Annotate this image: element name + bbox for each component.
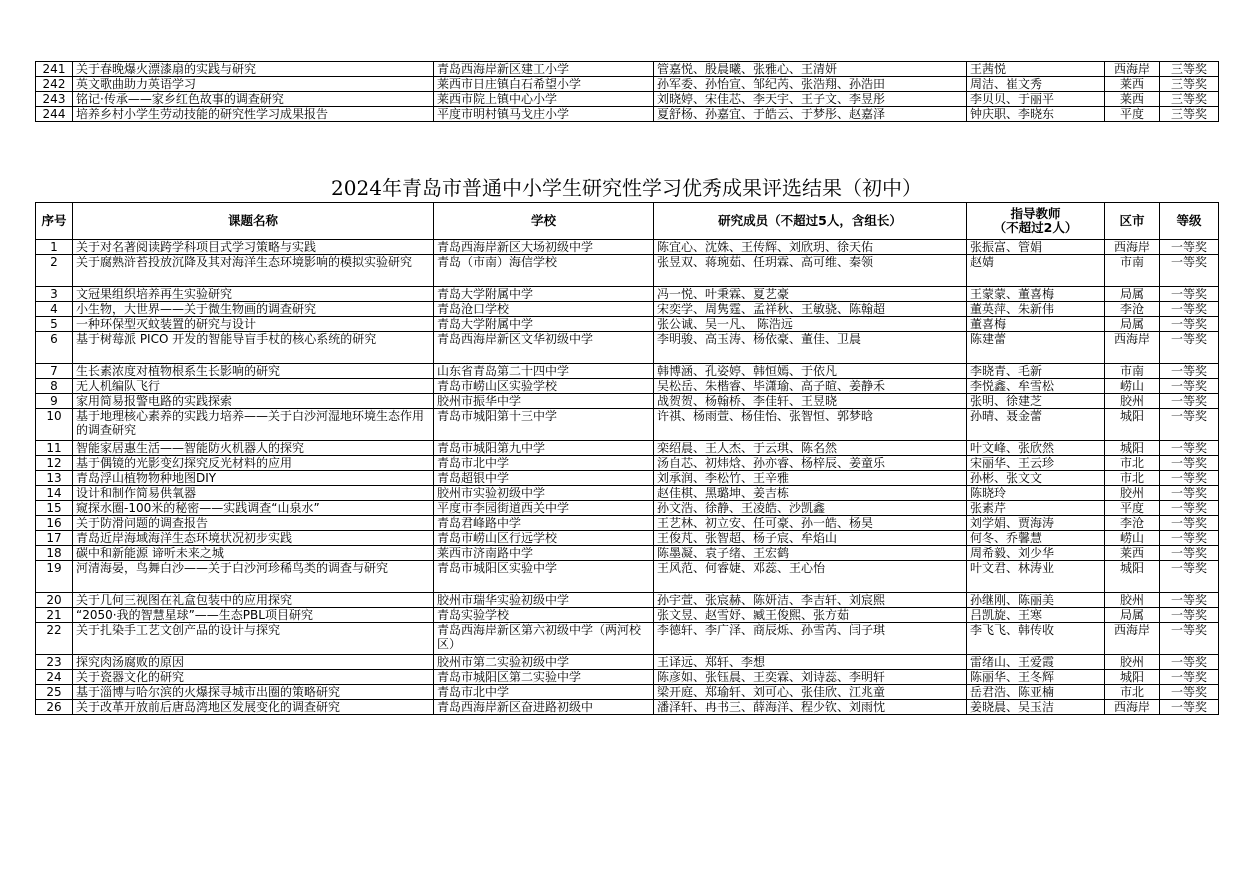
cell-topic: 青岛浮山植物物种地图DIY bbox=[73, 471, 434, 486]
cell-topic: 探究肉汤腐败的原因 bbox=[73, 655, 434, 670]
cell-district: 李沧 bbox=[1105, 302, 1160, 317]
cell-topic: “2050·我的智慧星球”——生态PBL项目研究 bbox=[73, 608, 434, 623]
cell-level: 一等奖 bbox=[1160, 441, 1219, 456]
header-members: 研究成员（不超过5人，含组长） bbox=[654, 203, 967, 240]
cell-members: 张文昱、赵雪妤、臧王俊熙、张方茹 bbox=[654, 608, 967, 623]
cell-members: 汤自芯、初炜焓、孙亦睿、杨梓辰、姜童乐 bbox=[654, 456, 967, 471]
cell-teacher: 雷绪山、王爱霞 bbox=[967, 655, 1105, 670]
table-row bbox=[36, 92, 1219, 107]
cell-no: 243 bbox=[36, 92, 73, 107]
cell-level: 一等奖 bbox=[1160, 685, 1219, 700]
cell-members: 李明骏、高玉涛、杨依豪、董佳、卫晨 bbox=[654, 332, 967, 364]
cell-teacher: 陈丽华、王冬辉 bbox=[967, 670, 1105, 685]
cell-district: 城阳 bbox=[1105, 670, 1160, 685]
cell-no: 1 bbox=[36, 240, 73, 255]
cell-members: 吴松岳、朱楷睿、毕潇瑜、高子暄、姜静禾 bbox=[654, 379, 967, 394]
cell-no: 9 bbox=[36, 394, 73, 409]
cell-members: 冯一悦、叶秉霖、夏艺豪 bbox=[654, 287, 967, 302]
cell-topic: 青岛近岸海域海洋生态环境状况初步实践 bbox=[73, 531, 434, 546]
cell-district: 局属 bbox=[1105, 317, 1160, 332]
cell-members: 陈彦如、张钰晨、王奕霖、刘诗蕊、李明轩 bbox=[654, 670, 967, 685]
table-row bbox=[36, 441, 1219, 456]
table-row bbox=[36, 379, 1219, 394]
cell-topic: 文冠果组织培养再生实验研究 bbox=[73, 287, 434, 302]
cell-topic: 河清海晏，鸟舞白沙——关于白沙河珍稀鸟类的调查与研究 bbox=[73, 561, 434, 593]
cell-topic: 设计和制作简易供氧器 bbox=[73, 486, 434, 501]
header-topic: 课题名称 bbox=[73, 203, 434, 240]
header-district: 区市 bbox=[1105, 203, 1160, 240]
cell-teacher: 刘学娟、贾海涛 bbox=[967, 516, 1105, 531]
cell-level: 一等奖 bbox=[1160, 593, 1219, 608]
cell-district: 西海岸 bbox=[1105, 623, 1160, 655]
table-row bbox=[36, 501, 1219, 516]
cell-district: 市北 bbox=[1105, 471, 1160, 486]
cell-school: 胶州市第二实验初级中学 bbox=[434, 655, 654, 670]
cell-level: 一等奖 bbox=[1160, 287, 1219, 302]
cell-level: 一等奖 bbox=[1160, 501, 1219, 516]
cell-teacher: 赵婧 bbox=[967, 255, 1105, 287]
cell-level: 一等奖 bbox=[1160, 379, 1219, 394]
table-row bbox=[36, 546, 1219, 561]
table-row bbox=[36, 531, 1219, 546]
cell-teacher: 王蒙蒙、董喜梅 bbox=[967, 287, 1105, 302]
cell-district: 莱西 bbox=[1105, 546, 1160, 561]
cell-teacher: 陈建蕾 bbox=[967, 332, 1105, 364]
cell-topic: 基于树莓派 PICO 开发的智能导盲手杖的核心系统的研究 bbox=[73, 332, 434, 364]
cell-level: 一等奖 bbox=[1160, 456, 1219, 471]
table-row bbox=[36, 456, 1219, 471]
cell-district: 胶州 bbox=[1105, 593, 1160, 608]
table-row bbox=[36, 471, 1219, 486]
cell-teacher: 陈晓玲 bbox=[967, 486, 1105, 501]
header-teacher bbox=[967, 203, 1105, 240]
table-row bbox=[36, 700, 1219, 715]
cell-teacher: 孙晴、聂金蕾 bbox=[967, 409, 1105, 441]
header-school: 学校 bbox=[434, 203, 654, 240]
cell-district: 局属 bbox=[1105, 608, 1160, 623]
cell-school: 胶州市瑞华实验初级中学 bbox=[434, 593, 654, 608]
cell-no: 14 bbox=[36, 486, 73, 501]
cell-school: 青岛西海岸新区第六初级中学（两河校区） bbox=[434, 623, 654, 655]
cell-teacher: 李悦鑫、牟雪松 bbox=[967, 379, 1105, 394]
table-row bbox=[36, 655, 1219, 670]
cell-members: 夏舒杨、孙嘉宜、于皓云、于梦彤、赵嘉泽 bbox=[654, 107, 967, 122]
table-row bbox=[36, 516, 1219, 531]
cell-topic: 无人机编队飞行 bbox=[73, 379, 434, 394]
cell-no: 4 bbox=[36, 302, 73, 317]
cell-level: 三等奖 bbox=[1160, 92, 1219, 107]
cell-members: 潘泽轩、冉书三、薛海洋、程少钦、刘雨忱 bbox=[654, 700, 967, 715]
cell-school: 青岛市城阳区实验中学 bbox=[434, 561, 654, 593]
cell-topic: 关于改革开放前后唐岛湾地区发展变化的调查研究 bbox=[73, 700, 434, 715]
cell-district: 西海岸 bbox=[1105, 700, 1160, 715]
cell-members: 陈宜心、沈姝、王传辉、刘欣玥、徐天佑 bbox=[654, 240, 967, 255]
cell-level: 一等奖 bbox=[1160, 546, 1219, 561]
cell-level: 一等奖 bbox=[1160, 531, 1219, 546]
cell-teacher: 周希毅、刘少华 bbox=[967, 546, 1105, 561]
cell-school: 青岛大学附属中学 bbox=[434, 287, 654, 302]
cell-level: 一等奖 bbox=[1160, 700, 1219, 715]
cell-school: 青岛市崂山区实验学校 bbox=[434, 379, 654, 394]
cell-members: 王俊芃、张智超、杨子宸、牟焰山 bbox=[654, 531, 967, 546]
cell-teacher: 孙继刚、陈丽美 bbox=[967, 593, 1105, 608]
cell-topic: 窥探水圈-100米的秘密——实践调查“山泉水” bbox=[73, 501, 434, 516]
cell-teacher: 孙彬、张文文 bbox=[967, 471, 1105, 486]
cell-district: 城阳 bbox=[1105, 409, 1160, 441]
cell-topic: 铭记·传承——家乡红色故事的调查研究 bbox=[73, 92, 434, 107]
cell-school: 青岛市北中学 bbox=[434, 456, 654, 471]
cell-members: 战贺贺、杨翰桥、李佳轩、王昱晓 bbox=[654, 394, 967, 409]
cell-topic: 关于防滑问题的调查报告 bbox=[73, 516, 434, 531]
cell-district: 市南 bbox=[1105, 364, 1160, 379]
cell-school: 青岛市北中学 bbox=[434, 685, 654, 700]
cell-teacher: 周洁、崔文秀 bbox=[967, 77, 1105, 92]
table-row bbox=[36, 364, 1219, 379]
cell-no: 20 bbox=[36, 593, 73, 608]
cell-level: 一等奖 bbox=[1160, 561, 1219, 593]
cell-level: 一等奖 bbox=[1160, 471, 1219, 486]
cell-district: 胶州 bbox=[1105, 394, 1160, 409]
cell-level: 一等奖 bbox=[1160, 302, 1219, 317]
cell-district: 西海岸 bbox=[1105, 62, 1160, 77]
cell-members: 栾绍晨、王人杰、于云琪、陈名然 bbox=[654, 441, 967, 456]
previous-results-table bbox=[35, 61, 1219, 122]
cell-district: 李沧 bbox=[1105, 516, 1160, 531]
cell-teacher: 张素芹 bbox=[967, 501, 1105, 516]
cell-school: 平度市李园街道西关中学 bbox=[434, 501, 654, 516]
cell-school: 莱西市日庄镇白石希望小学 bbox=[434, 77, 654, 92]
cell-teacher: 董喜梅 bbox=[967, 317, 1105, 332]
cell-school: 青岛市城阳第十三中学 bbox=[434, 409, 654, 441]
cell-level: 一等奖 bbox=[1160, 655, 1219, 670]
cell-teacher: 吕凯旋、王寒 bbox=[967, 608, 1105, 623]
header-level: 等级 bbox=[1160, 203, 1219, 240]
results-body bbox=[36, 240, 1219, 715]
cell-district: 市北 bbox=[1105, 685, 1160, 700]
cell-school: 青岛西海岸新区建工小学 bbox=[434, 62, 654, 77]
table-row bbox=[36, 240, 1219, 255]
cell-no: 22 bbox=[36, 623, 73, 655]
results-table bbox=[35, 202, 1219, 715]
table-row bbox=[36, 685, 1219, 700]
previous-results-body bbox=[36, 62, 1219, 122]
cell-members: 张公诚、吴一凡、 陈浩远 bbox=[654, 317, 967, 332]
cell-no: 6 bbox=[36, 332, 73, 364]
cell-teacher: 李飞飞、韩传收 bbox=[967, 623, 1105, 655]
cell-level: 一等奖 bbox=[1160, 240, 1219, 255]
header-row bbox=[36, 203, 1219, 240]
cell-no: 13 bbox=[36, 471, 73, 486]
cell-no: 18 bbox=[36, 546, 73, 561]
cell-school: 青岛大学附属中学 bbox=[434, 317, 654, 332]
cell-school: 胶州市振华中学 bbox=[434, 394, 654, 409]
table-row bbox=[36, 107, 1219, 122]
cell-district: 城阳 bbox=[1105, 441, 1160, 456]
table-row bbox=[36, 623, 1219, 655]
cell-level: 一等奖 bbox=[1160, 486, 1219, 501]
cell-topic: 关于几何三视图在礼盒包装中的应用探究 bbox=[73, 593, 434, 608]
table-row bbox=[36, 608, 1219, 623]
cell-members: 王艺林、初立安、任可豪、孙一皓、杨昊 bbox=[654, 516, 967, 531]
cell-members: 李德轩、李广泽、商辰烁、孙雪芮、闫子琪 bbox=[654, 623, 967, 655]
cell-no: 241 bbox=[36, 62, 73, 77]
table-row bbox=[36, 255, 1219, 287]
cell-topic: 基于淄博与哈尔滨的火爆探寻城市出圈的策略研究 bbox=[73, 685, 434, 700]
table-row bbox=[36, 287, 1219, 302]
cell-topic: 一种环保型灭蚊装置的研究与设计 bbox=[73, 317, 434, 332]
cell-no: 3 bbox=[36, 287, 73, 302]
cell-teacher: 叶文君、林涛业 bbox=[967, 561, 1105, 593]
cell-members: 陈墨凝、袁子绪、王宏鹤 bbox=[654, 546, 967, 561]
cell-district: 莱西 bbox=[1105, 92, 1160, 107]
cell-topic: 基于偶镜的光影变幻探究反光材料的应用 bbox=[73, 456, 434, 471]
cell-level: 一等奖 bbox=[1160, 317, 1219, 332]
cell-topic: 家用简易报警电路的实践探索 bbox=[73, 394, 434, 409]
cell-no: 5 bbox=[36, 317, 73, 332]
cell-school: 青岛君峰路中学 bbox=[434, 516, 654, 531]
cell-level: 一等奖 bbox=[1160, 516, 1219, 531]
table-row bbox=[36, 486, 1219, 501]
cell-no: 244 bbox=[36, 107, 73, 122]
cell-members: 梁开庭、郑瑜轩、刘可心、张佳欣、江兆童 bbox=[654, 685, 967, 700]
cell-members: 孙军委、孙怡宣、邹纪芮、张浩翔、孙浩田 bbox=[654, 77, 967, 92]
cell-no: 10 bbox=[36, 409, 73, 441]
cell-no: 2 bbox=[36, 255, 73, 287]
cell-teacher: 张振富、管娟 bbox=[967, 240, 1105, 255]
cell-school: 青岛市崂山区行远学校 bbox=[434, 531, 654, 546]
cell-no: 16 bbox=[36, 516, 73, 531]
cell-school: 青岛市城阳区第二实验中学 bbox=[434, 670, 654, 685]
cell-school: 青岛实验学校 bbox=[434, 608, 654, 623]
cell-teacher: 钟庆职、李晓东 bbox=[967, 107, 1105, 122]
cell-district: 莱西 bbox=[1105, 77, 1160, 92]
cell-district: 平度 bbox=[1105, 107, 1160, 122]
cell-teacher: 姜晓晨、吴玉洁 bbox=[967, 700, 1105, 715]
cell-no: 21 bbox=[36, 608, 73, 623]
cell-teacher: 董英萍、朱新伟 bbox=[967, 302, 1105, 317]
header-teacher-line1: 指导教师 bbox=[1010, 206, 1061, 221]
table-row bbox=[36, 593, 1219, 608]
table-row bbox=[36, 409, 1219, 441]
cell-no: 26 bbox=[36, 700, 73, 715]
cell-school: 青岛西海岸新区奋进路初级中 bbox=[434, 700, 654, 715]
cell-no: 17 bbox=[36, 531, 73, 546]
cell-no: 242 bbox=[36, 77, 73, 92]
cell-level: 三等奖 bbox=[1160, 107, 1219, 122]
cell-members: 许祺、杨雨萱、杨佳怡、张智恒、郭梦晗 bbox=[654, 409, 967, 441]
cell-school: 青岛超银中学 bbox=[434, 471, 654, 486]
cell-district: 市南 bbox=[1105, 255, 1160, 287]
cell-no: 23 bbox=[36, 655, 73, 670]
cell-no: 19 bbox=[36, 561, 73, 593]
cell-district: 胶州 bbox=[1105, 655, 1160, 670]
table-row bbox=[36, 317, 1219, 332]
table-row bbox=[36, 394, 1219, 409]
table-row bbox=[36, 302, 1219, 317]
cell-school: 青岛市城阳第九中学 bbox=[434, 441, 654, 456]
cell-topic: 关于腐熟浒苔投放沉降及其对海洋生态环境影响的模拟实验研究 bbox=[73, 255, 434, 287]
cell-district: 平度 bbox=[1105, 501, 1160, 516]
table-row bbox=[36, 62, 1219, 77]
cell-teacher: 何冬、乔馨慧 bbox=[967, 531, 1105, 546]
cell-teacher: 岳君浩、陈亚楠 bbox=[967, 685, 1105, 700]
cell-no: 12 bbox=[36, 456, 73, 471]
cell-topic: 关于瓷器文化的研究 bbox=[73, 670, 434, 685]
cell-no: 25 bbox=[36, 685, 73, 700]
cell-members: 宋奕学、周隽霆、孟祥秋、王敏骁、陈翰超 bbox=[654, 302, 967, 317]
cell-district: 崂山 bbox=[1105, 379, 1160, 394]
cell-teacher: 张明、徐建芝 bbox=[967, 394, 1105, 409]
cell-school: 青岛西海岸新区大场初级中学 bbox=[434, 240, 654, 255]
cell-school: 胶州市实验初级中学 bbox=[434, 486, 654, 501]
cell-no: 24 bbox=[36, 670, 73, 685]
cell-district: 西海岸 bbox=[1105, 332, 1160, 364]
cell-level: 一等奖 bbox=[1160, 364, 1219, 379]
cell-topic: 关于扎染手工艺文创产品的设计与探究 bbox=[73, 623, 434, 655]
cell-members: 张昱双、蒋琬茹、任玥霖、高可维、秦领 bbox=[654, 255, 967, 287]
cell-members: 王译远、郑轩、李想 bbox=[654, 655, 967, 670]
cell-school: 青岛西海岸新区文华初级中学 bbox=[434, 332, 654, 364]
table-row bbox=[36, 561, 1219, 593]
header-no: 序号 bbox=[36, 203, 73, 240]
cell-teacher: 李晓青、毛新 bbox=[967, 364, 1105, 379]
cell-members: 韩博涵、孔姿婷、韩恒嫣、于依凡 bbox=[654, 364, 967, 379]
cell-level: 一等奖 bbox=[1160, 608, 1219, 623]
cell-members: 刘晓婷、宋佳芯、李天宇、王子文、李昱彤 bbox=[654, 92, 967, 107]
cell-school: 青岛（市南）海信学校 bbox=[434, 255, 654, 287]
cell-district: 崂山 bbox=[1105, 531, 1160, 546]
cell-level: 一等奖 bbox=[1160, 670, 1219, 685]
cell-topic: 关于春晚爆火漂漆扇的实践与研究 bbox=[73, 62, 434, 77]
table-row bbox=[36, 77, 1219, 92]
cell-level: 三等奖 bbox=[1160, 77, 1219, 92]
cell-level: 一等奖 bbox=[1160, 332, 1219, 364]
cell-school: 平度市明村镇马戈庄小学 bbox=[434, 107, 654, 122]
cell-members: 刘承润、李松竹、王辛雅 bbox=[654, 471, 967, 486]
cell-no: 7 bbox=[36, 364, 73, 379]
cell-level: 一等奖 bbox=[1160, 409, 1219, 441]
cell-members: 孙宇萱、张宸赫、陈妍洁、李吉轩、刘宸熙 bbox=[654, 593, 967, 608]
cell-school: 山东省青岛第二十四中学 bbox=[434, 364, 654, 379]
cell-members: 孙文浩、徐静、王凌皓、沙凯鑫 bbox=[654, 501, 967, 516]
cell-topic: 小生物，大世界——关于微生物画的调查研究 bbox=[73, 302, 434, 317]
cell-no: 15 bbox=[36, 501, 73, 516]
table-row bbox=[36, 670, 1219, 685]
cell-school: 莱西市院上镇中心小学 bbox=[434, 92, 654, 107]
cell-teacher: 李贝贝、于丽平 bbox=[967, 92, 1105, 107]
cell-district: 西海岸 bbox=[1105, 240, 1160, 255]
cell-topic: 培养乡村小学生劳动技能的研究性学习成果报告 bbox=[73, 107, 434, 122]
cell-topic: 英文歌曲助力英语学习 bbox=[73, 77, 434, 92]
cell-topic: 基于地理核心素养的实践力培养——关于白沙河湿地环境生态作用的调查研究 bbox=[73, 409, 434, 441]
cell-members: 王风范、何睿婕、邓蕊、王心怡 bbox=[654, 561, 967, 593]
cell-members: 管嘉悦、殷晨曦、张雅心、王清妍 bbox=[654, 62, 967, 77]
cell-teacher: 叶文峰、张欣然 bbox=[967, 441, 1105, 456]
cell-district: 城阳 bbox=[1105, 561, 1160, 593]
page-title: 2024年青岛市普通中小学生研究性学习优秀成果评选结果（初中） bbox=[331, 176, 922, 200]
cell-topic: 碳中和新能源 谛听未来之城 bbox=[73, 546, 434, 561]
cell-topic: 生长素浓度对植物根系生长影响的研究 bbox=[73, 364, 434, 379]
cell-level: 一等奖 bbox=[1160, 255, 1219, 287]
header-teacher-line2: （不超过2人） bbox=[993, 220, 1078, 235]
table-row bbox=[36, 332, 1219, 364]
cell-level: 一等奖 bbox=[1160, 394, 1219, 409]
cell-teacher: 宋丽华、王云珍 bbox=[967, 456, 1105, 471]
cell-topic: 关于对名著阅读跨学科项目式学习策略与实践 bbox=[73, 240, 434, 255]
cell-no: 11 bbox=[36, 441, 73, 456]
cell-level: 一等奖 bbox=[1160, 623, 1219, 655]
cell-teacher: 王茜悦 bbox=[967, 62, 1105, 77]
cell-school: 青岛沧口学校 bbox=[434, 302, 654, 317]
cell-level: 三等奖 bbox=[1160, 62, 1219, 77]
cell-district: 胶州 bbox=[1105, 486, 1160, 501]
cell-topic: 智能家居惠生活——智能防火机器人的探究 bbox=[73, 441, 434, 456]
cell-no: 8 bbox=[36, 379, 73, 394]
cell-district: 市北 bbox=[1105, 456, 1160, 471]
cell-members: 赵佳棋、黑璐坤、姜吉栋 bbox=[654, 486, 967, 501]
cell-district: 局属 bbox=[1105, 287, 1160, 302]
cell-school: 莱西市济南路中学 bbox=[434, 546, 654, 561]
